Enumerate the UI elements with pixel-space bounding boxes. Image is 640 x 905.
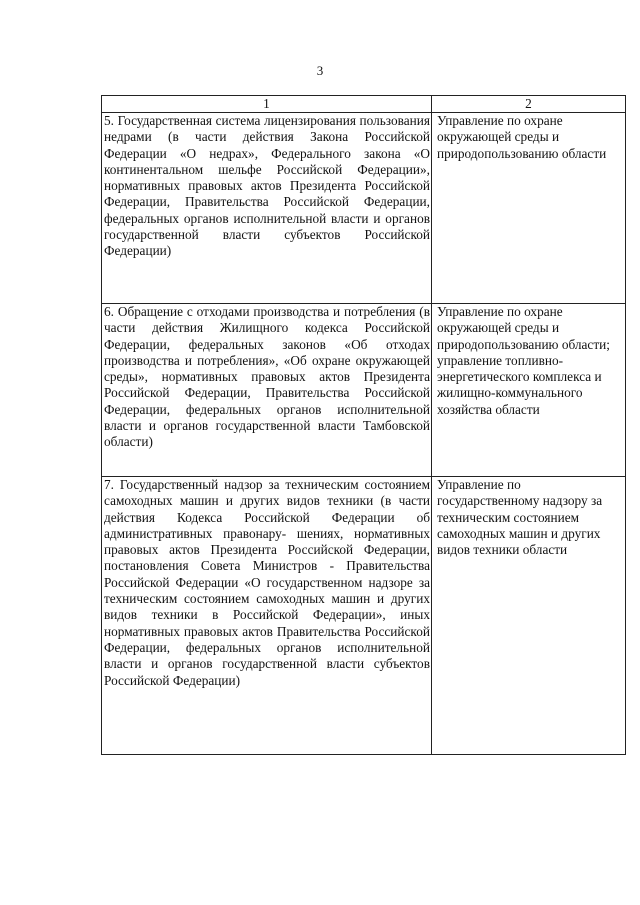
table-header-row [102, 96, 626, 113]
authorities-table [101, 95, 626, 755]
table-row [102, 304, 626, 477]
table-row [102, 113, 626, 304]
activity-cell: 7. Государственный надзор за техническим состоянием самоходных машин и других видов техники (в части действия Кодекса Российской Федерации об административных правонару- шениях, нормативных правовых актов Президента Российской Федерации, постановления Совета Министров - Правительства Российской Федерации «О государственном надзоре за техническим состоянием самоходных машин и других видов техники в Российской Федерации», иных нормативных правовых актов Правительства Российской Федерации, федеральных органов исполнительной власти и органов государственной власти субъектов Российской Федерации) [102, 477, 432, 755]
authority-cell: Управление по государственному надзору за техническим состоянием самоходных машин и других видов техники области [432, 477, 626, 755]
authority-cell: Управление по охране окружающей среды и природопользованию области; управление топливно-энергетического комплекса и жилищно-коммунального хозяйства области [432, 304, 626, 477]
activity-cell: 5. Государственная система лицензирования пользования недрами (в части действия Закона Российской Федерации «О недрах», Федерального закона «О континентальном шельфе Российской Федерации», нормативных правовых актов Президента Российской Федерации, Правительства Российской Федерации, федеральных органов исполнительной власти и органов государственной власти субъектов Российской Федерации) [102, 113, 432, 304]
page-number: 3 [316, 63, 324, 78]
column-header-2: 2 [432, 96, 626, 113]
authority-cell: Управление по охране окружающей среды и природопользованию области [432, 113, 626, 304]
activity-cell: 6. Обращение с отходами производства и потребления (в части действия Жилищного кодекса Российской Федерации, федеральных законов «Об отходах производства и потребления», «Об охране окружающей среды», нормативных правовых актов Президента Российской Федерации, Правительства Российской Федерации, федеральных органов исполнительной власти и органов государственной власти Тамбовской области) [102, 304, 432, 477]
column-header-1: 1 [102, 96, 432, 113]
table-row [102, 477, 626, 755]
